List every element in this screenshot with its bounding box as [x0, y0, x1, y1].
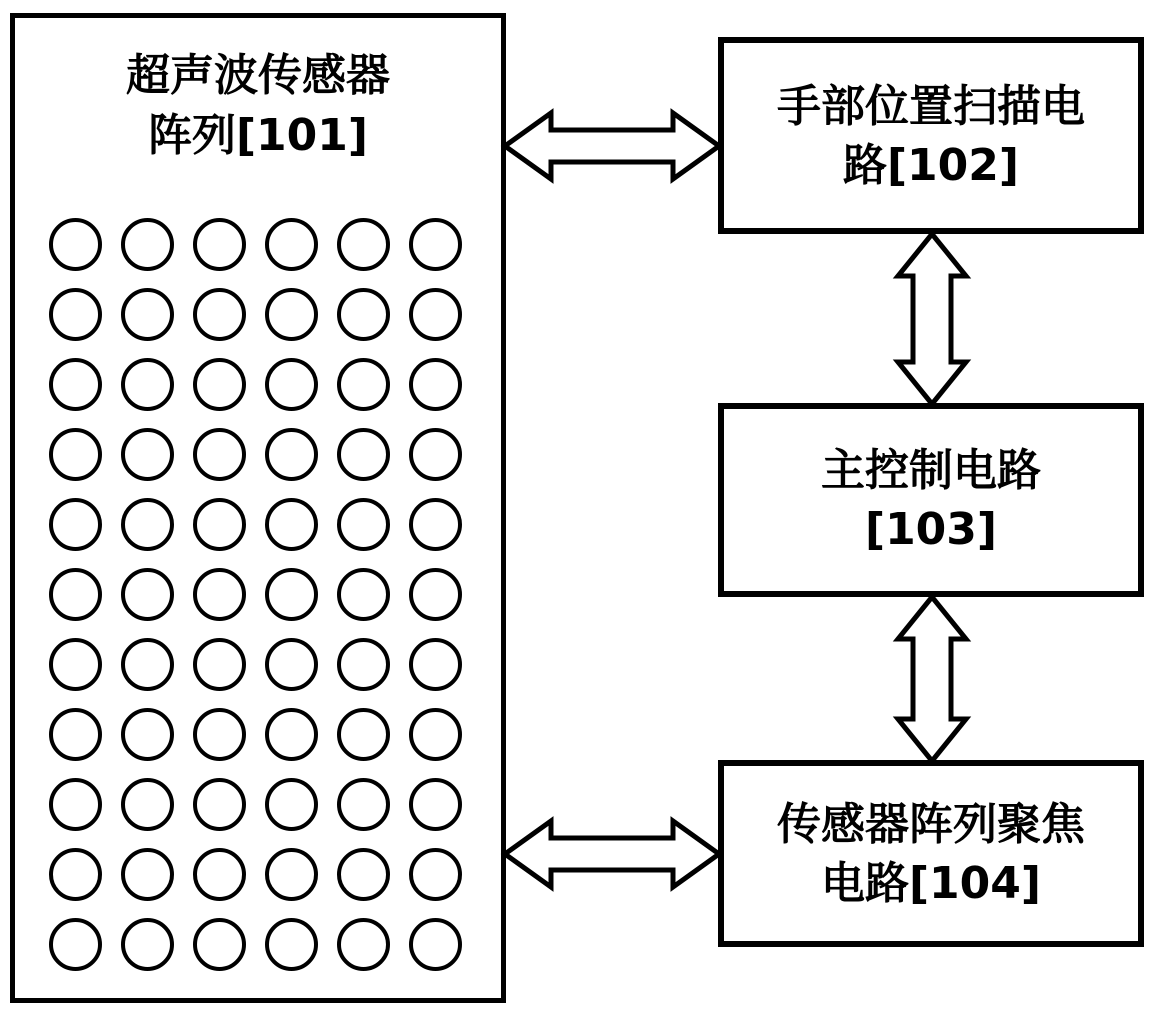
sensor-circle: [121, 288, 174, 341]
sensor-cell: [183, 629, 255, 699]
sensor-circle: [121, 778, 174, 831]
sensor-circle: [337, 218, 390, 271]
sensor-circle: [337, 848, 390, 901]
sensor-circle: [193, 498, 246, 551]
sensor-cell: [399, 279, 471, 349]
double-arrow-102-103-icon: [895, 231, 970, 407]
sensor-array-title-line1: 超声波传感器: [126, 50, 390, 101]
sensor-cell: [255, 209, 327, 279]
sensor-circle: [265, 568, 318, 621]
sensor-cell: [39, 349, 111, 419]
sensor-cell: [183, 489, 255, 559]
sensor-cell: [111, 629, 183, 699]
sensor-circle: [193, 848, 246, 901]
sensor-circle: [409, 708, 462, 761]
sensor-cell: [111, 769, 183, 839]
sensor-cell: [39, 489, 111, 559]
sensor-cell: [183, 559, 255, 629]
sensor-array-title-line2: 阵列[101]: [147, 110, 369, 161]
sensor-circle: [265, 358, 318, 411]
sensor-cell: [255, 419, 327, 489]
sensor-circle: [265, 918, 318, 971]
sensor-circle: [49, 778, 102, 831]
box-104-line2: 电路[104]: [820, 857, 1042, 909]
sensor-circle: [265, 708, 318, 761]
sensor-circle: [265, 288, 318, 341]
sensor-cell: [399, 349, 471, 419]
sensor-cell: [183, 349, 255, 419]
sensor-circle: [337, 568, 390, 621]
sensor-cell: [255, 769, 327, 839]
sensor-circle: [49, 288, 102, 341]
sensor-cell: [327, 349, 399, 419]
sensor-cell: [183, 279, 255, 349]
sensor-cell: [327, 279, 399, 349]
sensor-circle: [193, 428, 246, 481]
sensor-cell: [39, 699, 111, 769]
sensor-cell: [111, 279, 183, 349]
sensor-circle: [337, 358, 390, 411]
sensor-cell: [183, 839, 255, 909]
sensor-circle: [337, 638, 390, 691]
sensor-circle: [49, 428, 102, 481]
sensor-cell: [327, 559, 399, 629]
sensor-cell: [255, 349, 327, 419]
sensor-cell: [39, 279, 111, 349]
sensor-cell: [255, 839, 327, 909]
sensor-cell: [255, 279, 327, 349]
sensor-circle: [409, 848, 462, 901]
sensor-circle: [337, 778, 390, 831]
sensor-circle: [49, 358, 102, 411]
sensor-cell: [111, 419, 183, 489]
sensor-circle: [337, 708, 390, 761]
sensor-circle-grid: [39, 209, 471, 979]
sensor-cell: [255, 909, 327, 979]
sensor-circle: [49, 918, 102, 971]
sensor-cell: [111, 839, 183, 909]
sensor-array-focus-circuit-box: [718, 760, 1144, 947]
sensor-array-focus-circuit-label: [777, 795, 1085, 913]
sensor-cell: [255, 489, 327, 559]
sensor-circle: [121, 918, 174, 971]
sensor-circle: [121, 568, 174, 621]
sensor-cell: [255, 699, 327, 769]
sensor-cell: [399, 699, 471, 769]
sensor-cell: [111, 909, 183, 979]
sensor-circle: [265, 428, 318, 481]
sensor-circle: [409, 358, 462, 411]
sensor-circle: [193, 358, 246, 411]
sensor-cell: [39, 629, 111, 699]
sensor-cell: [255, 629, 327, 699]
sensor-cell: [39, 559, 111, 629]
sensor-circle: [121, 218, 174, 271]
sensor-circle: [409, 218, 462, 271]
sensor-cell: [39, 909, 111, 979]
box-102-line1: 手部位置扫描电: [777, 80, 1085, 132]
sensor-circle: [121, 428, 174, 481]
sensor-cell: [183, 699, 255, 769]
sensor-cell: [399, 769, 471, 839]
sensor-cell: [39, 769, 111, 839]
sensor-circle: [265, 778, 318, 831]
sensor-cell: [327, 489, 399, 559]
sensor-cell: [327, 769, 399, 839]
sensor-cell: [399, 629, 471, 699]
sensor-cell: [399, 209, 471, 279]
sensor-cell: [183, 209, 255, 279]
sensor-cell: [183, 419, 255, 489]
sensor-circle: [409, 428, 462, 481]
sensor-circle: [49, 218, 102, 271]
sensor-cell: [111, 489, 183, 559]
sensor-circle: [265, 498, 318, 551]
sensor-circle: [49, 848, 102, 901]
sensor-circle: [409, 638, 462, 691]
sensor-cell: [327, 839, 399, 909]
sensor-cell: [327, 909, 399, 979]
sensor-circle: [193, 708, 246, 761]
sensor-circle: [193, 638, 246, 691]
sensor-cell: [39, 839, 111, 909]
sensor-circle: [337, 428, 390, 481]
sensor-circle: [337, 288, 390, 341]
sensor-circle: [193, 288, 246, 341]
ultrasonic-sensor-array-box: [10, 13, 506, 1003]
sensor-circle: [49, 708, 102, 761]
sensor-cell: [327, 629, 399, 699]
sensor-circle: [193, 918, 246, 971]
sensor-cell: [111, 559, 183, 629]
sensor-cell: [399, 419, 471, 489]
sensor-cell: [183, 769, 255, 839]
sensor-circle: [409, 498, 462, 551]
sensor-circle: [409, 288, 462, 341]
sensor-cell: [111, 699, 183, 769]
sensor-circle: [409, 918, 462, 971]
double-arrow-103-104-icon: [895, 594, 970, 764]
double-arrow-101-102-icon: [502, 107, 722, 185]
sensor-array-title: [15, 46, 501, 166]
sensor-cell: [399, 559, 471, 629]
sensor-circle: [193, 778, 246, 831]
main-control-circuit-label: [821, 441, 1041, 559]
sensor-circle: [121, 708, 174, 761]
sensor-cell: [327, 419, 399, 489]
sensor-circle: [193, 568, 246, 621]
sensor-circle: [121, 638, 174, 691]
sensor-circle: [49, 638, 102, 691]
sensor-circle: [265, 218, 318, 271]
sensor-circle: [409, 568, 462, 621]
sensor-circle: [193, 218, 246, 271]
sensor-cell: [39, 209, 111, 279]
hand-position-scan-circuit-label: [777, 77, 1085, 195]
sensor-cell: [399, 489, 471, 559]
sensor-cell: [399, 909, 471, 979]
sensor-circle: [121, 848, 174, 901]
box-103-line1: 主控制电路: [821, 445, 1041, 496]
sensor-cell: [399, 839, 471, 909]
double-arrow-101-104-icon: [502, 815, 722, 893]
sensor-cell: [111, 349, 183, 419]
sensor-circle: [337, 498, 390, 551]
sensor-circle: [409, 778, 462, 831]
sensor-circle: [265, 848, 318, 901]
sensor-cell: [183, 909, 255, 979]
sensor-circle: [265, 638, 318, 691]
main-control-circuit-box: [718, 403, 1144, 597]
sensor-cell: [255, 559, 327, 629]
sensor-cell: [327, 699, 399, 769]
box-102-line2: 路[102]: [842, 139, 1020, 191]
sensor-circle: [337, 918, 390, 971]
sensor-cell: [111, 209, 183, 279]
hand-position-scan-circuit-box: [718, 37, 1144, 234]
box-104-line1: 传感器阵列聚焦: [777, 798, 1085, 850]
sensor-circle: [121, 498, 174, 551]
sensor-cell: [39, 419, 111, 489]
sensor-circle: [121, 358, 174, 411]
sensor-cell: [327, 209, 399, 279]
box-103-line2: [103]: [864, 504, 998, 555]
sensor-circle: [49, 568, 102, 621]
sensor-circle: [49, 498, 102, 551]
